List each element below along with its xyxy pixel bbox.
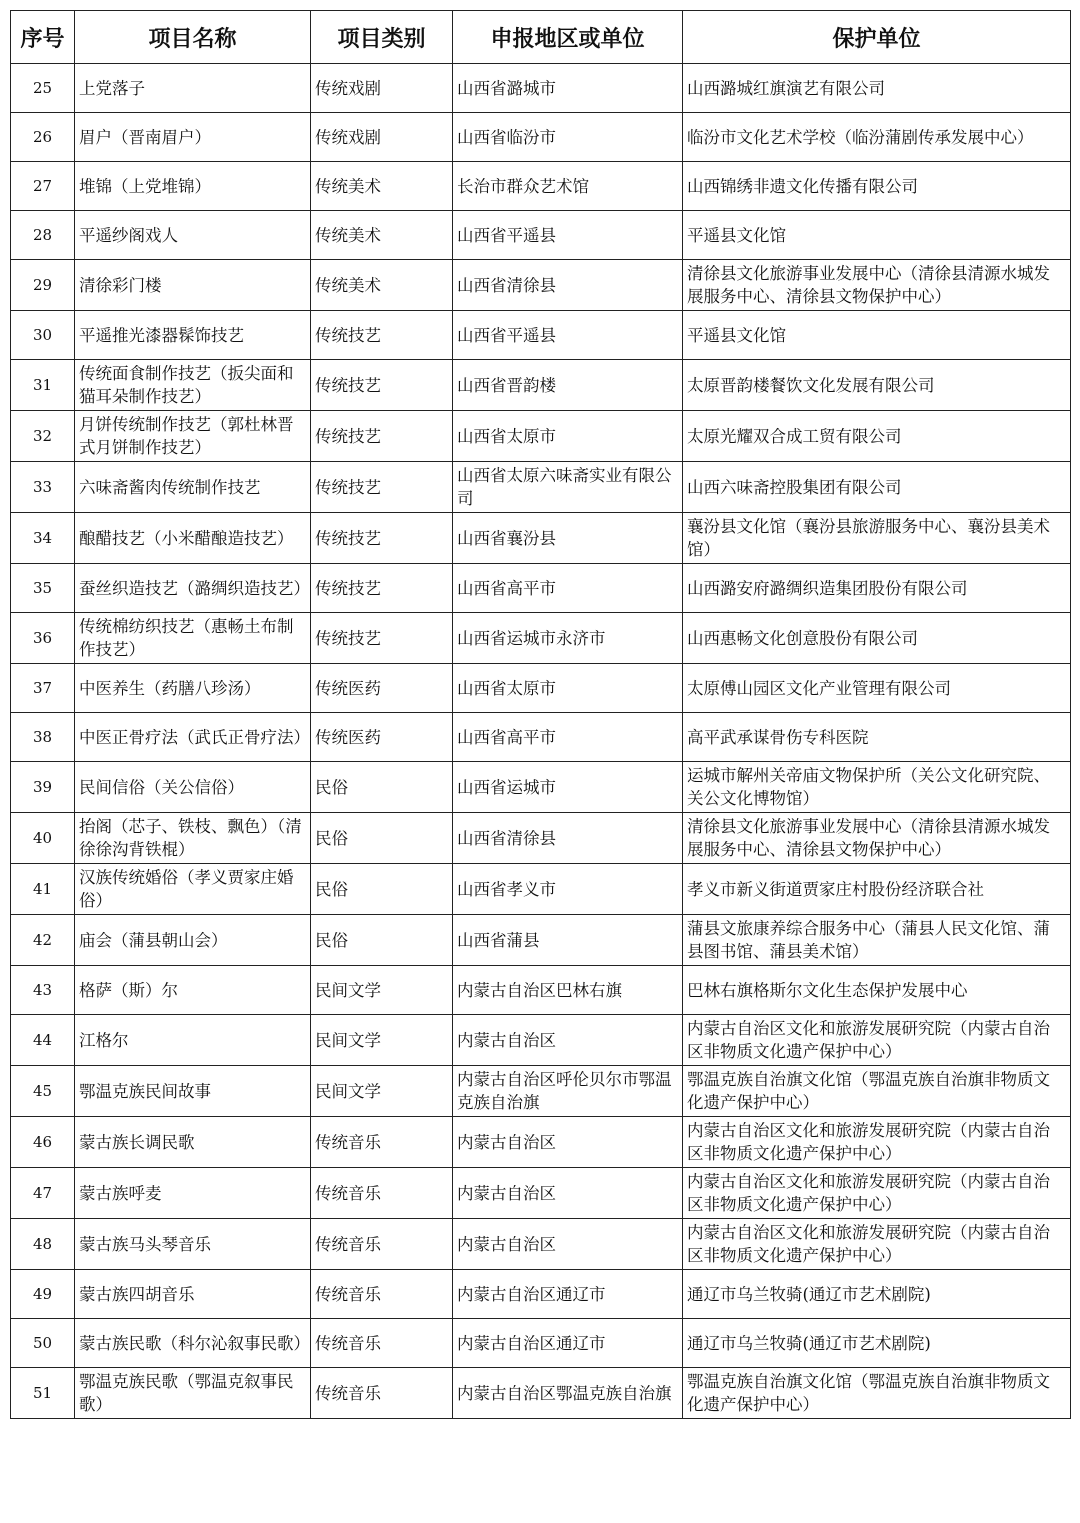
cell-protection-unit: 内蒙古自治区文化和旅游发展研究院（内蒙古自治区非物质文化遗产保护中心） [683, 1168, 1071, 1219]
table-row [11, 64, 1071, 113]
cell-project-category: 传统技艺 [311, 613, 453, 664]
cell-project-name: 堆锦（上党堆锦） [75, 162, 311, 211]
cell-project-category: 传统音乐 [311, 1368, 453, 1419]
cell-applicant-region: 山西省清徐县 [453, 260, 683, 311]
cell-serial-number: 46 [11, 1117, 75, 1168]
cell-project-category: 传统医药 [311, 713, 453, 762]
cell-project-name: 平遥纱阁戏人 [75, 211, 311, 260]
cell-serial-number: 30 [11, 311, 75, 360]
cell-project-category: 传统医药 [311, 664, 453, 713]
header-project-category: 项目类别 [311, 11, 453, 64]
cell-serial-number: 49 [11, 1270, 75, 1319]
cell-applicant-region: 山西省高平市 [453, 713, 683, 762]
table-row [11, 915, 1071, 966]
table-row [11, 113, 1071, 162]
table-header [11, 11, 1071, 64]
cell-project-category: 传统戏剧 [311, 113, 453, 162]
cell-project-name: 庙会（蒲县朝山会） [75, 915, 311, 966]
cell-serial-number: 32 [11, 411, 75, 462]
cell-serial-number: 35 [11, 564, 75, 613]
cell-serial-number: 28 [11, 211, 75, 260]
cell-protection-unit: 太原光耀双合成工贸有限公司 [683, 411, 1071, 462]
cell-project-name: 蒙古族四胡音乐 [75, 1270, 311, 1319]
header-protection-unit: 保护单位 [683, 11, 1071, 64]
table-row [11, 162, 1071, 211]
cell-serial-number: 45 [11, 1066, 75, 1117]
cell-project-name: 鄂温克族民间故事 [75, 1066, 311, 1117]
cell-applicant-region: 山西省太原市 [453, 411, 683, 462]
cell-project-category: 民俗 [311, 915, 453, 966]
cell-project-category: 传统美术 [311, 162, 453, 211]
cell-applicant-region: 山西省平遥县 [453, 211, 683, 260]
table-row [11, 564, 1071, 613]
header-applicant-region: 申报地区或单位 [453, 11, 683, 64]
cell-project-name: 中医正骨疗法（武氏正骨疗法） [75, 713, 311, 762]
cell-protection-unit: 太原傅山园区文化产业管理有限公司 [683, 664, 1071, 713]
cell-serial-number: 29 [11, 260, 75, 311]
cell-serial-number: 38 [11, 713, 75, 762]
table-row [11, 513, 1071, 564]
header-row [11, 11, 1071, 64]
cell-applicant-region: 内蒙古自治区 [453, 1219, 683, 1270]
table-row [11, 1270, 1071, 1319]
cell-applicant-region: 山西省晋韵楼 [453, 360, 683, 411]
cell-protection-unit: 通辽市乌兰牧骑(通辽市艺术剧院) [683, 1319, 1071, 1368]
cell-protection-unit: 孝义市新义街道贾家庄村股份经济联合社 [683, 864, 1071, 915]
cell-applicant-region: 山西省临汾市 [453, 113, 683, 162]
cell-project-category: 传统技艺 [311, 462, 453, 513]
cell-protection-unit: 平遥县文化馆 [683, 311, 1071, 360]
cell-project-name: 江格尔 [75, 1015, 311, 1066]
cell-protection-unit: 清徐县文化旅游事业发展中心（清徐县清源水城发展服务中心、清徐县文物保护中心） [683, 260, 1071, 311]
cell-serial-number: 40 [11, 813, 75, 864]
cell-project-name: 蒙古族马头琴音乐 [75, 1219, 311, 1270]
cell-applicant-region: 内蒙古自治区通辽市 [453, 1319, 683, 1368]
cell-applicant-region: 山西省运城市永济市 [453, 613, 683, 664]
cell-protection-unit: 内蒙古自治区文化和旅游发展研究院（内蒙古自治区非物质文化遗产保护中心） [683, 1219, 1071, 1270]
table-row [11, 864, 1071, 915]
cell-protection-unit: 平遥县文化馆 [683, 211, 1071, 260]
cell-project-name: 六味斋酱肉传统制作技艺 [75, 462, 311, 513]
cell-project-name: 蚕丝织造技艺（潞绸织造技艺） [75, 564, 311, 613]
cell-project-name: 格萨（斯）尔 [75, 966, 311, 1015]
cell-serial-number: 36 [11, 613, 75, 664]
cell-project-name: 民间信俗（关公信俗） [75, 762, 311, 813]
cell-protection-unit: 临汾市文化艺术学校（临汾蒲剧传承发展中心） [683, 113, 1071, 162]
cell-serial-number: 42 [11, 915, 75, 966]
cell-project-name: 上党落子 [75, 64, 311, 113]
cell-protection-unit: 蒲县文旅康养综合服务中心（蒲县人民文化馆、蒲县图书馆、蒲县美术馆） [683, 915, 1071, 966]
cell-protection-unit: 内蒙古自治区文化和旅游发展研究院（内蒙古自治区非物质文化遗产保护中心） [683, 1117, 1071, 1168]
cell-serial-number: 43 [11, 966, 75, 1015]
cell-protection-unit: 山西六味斋控股集团有限公司 [683, 462, 1071, 513]
table-row [11, 664, 1071, 713]
cell-serial-number: 51 [11, 1368, 75, 1419]
cell-project-category: 民俗 [311, 762, 453, 813]
cell-project-name: 蒙古族呼麦 [75, 1168, 311, 1219]
table-row [11, 713, 1071, 762]
table-row [11, 1168, 1071, 1219]
cell-project-name: 抬阁（芯子、铁枝、飘色）（清徐徐沟背铁棍） [75, 813, 311, 864]
cell-project-category: 传统音乐 [311, 1270, 453, 1319]
cell-project-category: 民间文学 [311, 1066, 453, 1117]
cell-project-category: 民间文学 [311, 1015, 453, 1066]
table-row [11, 1219, 1071, 1270]
cell-project-name: 平遥推光漆器髹饰技艺 [75, 311, 311, 360]
cell-applicant-region: 内蒙古自治区呼伦贝尔市鄂温克族自治旗 [453, 1066, 683, 1117]
table-row [11, 1319, 1071, 1368]
cell-applicant-region: 山西省运城市 [453, 762, 683, 813]
cell-applicant-region: 山西省襄汾县 [453, 513, 683, 564]
cell-serial-number: 41 [11, 864, 75, 915]
table-row [11, 762, 1071, 813]
table-row [11, 1066, 1071, 1117]
cell-project-category: 传统音乐 [311, 1219, 453, 1270]
cell-serial-number: 50 [11, 1319, 75, 1368]
cell-serial-number: 44 [11, 1015, 75, 1066]
cell-applicant-region: 山西省太原六味斋实业有限公司 [453, 462, 683, 513]
cell-project-category: 民俗 [311, 813, 453, 864]
cell-project-category: 传统音乐 [311, 1117, 453, 1168]
cell-protection-unit: 山西潞城红旗演艺有限公司 [683, 64, 1071, 113]
cell-applicant-region: 长治市群众艺术馆 [453, 162, 683, 211]
cell-protection-unit: 鄂温克族自治旗文化馆（鄂温克族自治旗非物质文化遗产保护中心） [683, 1368, 1071, 1419]
cell-project-category: 民俗 [311, 864, 453, 915]
cell-serial-number: 33 [11, 462, 75, 513]
cell-protection-unit: 高平武承谋骨伤专科医院 [683, 713, 1071, 762]
cell-applicant-region: 山西省清徐县 [453, 813, 683, 864]
heritage-list-table-container [10, 10, 1070, 1419]
cell-serial-number: 25 [11, 64, 75, 113]
cell-project-name: 鄂温克族民歌（鄂温克叙事民歌） [75, 1368, 311, 1419]
cell-project-category: 传统技艺 [311, 311, 453, 360]
cell-protection-unit: 山西锦绣非遗文化传播有限公司 [683, 162, 1071, 211]
cell-project-category: 传统美术 [311, 211, 453, 260]
cell-project-name: 蒙古族民歌（科尔沁叙事民歌） [75, 1319, 311, 1368]
cell-project-category: 民间文学 [311, 966, 453, 1015]
cell-serial-number: 27 [11, 162, 75, 211]
cell-applicant-region: 内蒙古自治区鄂温克族自治旗 [453, 1368, 683, 1419]
cell-project-name: 眉户（晋南眉户） [75, 113, 311, 162]
cell-project-category: 传统音乐 [311, 1168, 453, 1219]
cell-applicant-region: 内蒙古自治区 [453, 1015, 683, 1066]
cell-project-category: 传统技艺 [311, 513, 453, 564]
cell-applicant-region: 内蒙古自治区巴林右旗 [453, 966, 683, 1015]
cell-serial-number: 39 [11, 762, 75, 813]
cell-project-name: 汉族传统婚俗（孝义贾家庄婚俗） [75, 864, 311, 915]
cell-applicant-region: 山西省高平市 [453, 564, 683, 613]
cell-applicant-region: 山西省潞城市 [453, 64, 683, 113]
cell-applicant-region: 山西省太原市 [453, 664, 683, 713]
table-row [11, 1117, 1071, 1168]
cell-project-name: 月饼传统制作技艺（郭杜林晋式月饼制作技艺） [75, 411, 311, 462]
cell-applicant-region: 内蒙古自治区 [453, 1168, 683, 1219]
cell-protection-unit: 巴林右旗格斯尔文化生态保护发展中心 [683, 966, 1071, 1015]
cell-protection-unit: 通辽市乌兰牧骑(通辽市艺术剧院) [683, 1270, 1071, 1319]
cell-project-category: 传统技艺 [311, 411, 453, 462]
cell-serial-number: 31 [11, 360, 75, 411]
table-row [11, 311, 1071, 360]
header-serial-number: 序号 [11, 11, 75, 64]
table-row [11, 1368, 1071, 1419]
cell-applicant-region: 山西省平遥县 [453, 311, 683, 360]
cell-serial-number: 34 [11, 513, 75, 564]
table-row [11, 260, 1071, 311]
cell-project-category: 传统戏剧 [311, 64, 453, 113]
cell-protection-unit: 山西潞安府潞绸织造集团股份有限公司 [683, 564, 1071, 613]
cell-protection-unit: 襄汾县文化馆（襄汾县旅游服务中心、襄汾县美术馆） [683, 513, 1071, 564]
cell-project-name: 传统棉纺织技艺（惠畅土布制作技艺） [75, 613, 311, 664]
heritage-list-table [10, 10, 1071, 1419]
cell-protection-unit: 鄂温克族自治旗文化馆（鄂温克族自治旗非物质文化遗产保护中心） [683, 1066, 1071, 1117]
cell-protection-unit: 运城市解州关帝庙文物保护所（关公文化研究院、关公文化博物馆） [683, 762, 1071, 813]
cell-applicant-region: 内蒙古自治区 [453, 1117, 683, 1168]
table-body [11, 64, 1071, 1419]
cell-project-category: 传统美术 [311, 260, 453, 311]
cell-serial-number: 47 [11, 1168, 75, 1219]
cell-applicant-region: 山西省蒲县 [453, 915, 683, 966]
table-row [11, 360, 1071, 411]
cell-serial-number: 26 [11, 113, 75, 162]
cell-project-category: 传统音乐 [311, 1319, 453, 1368]
table-row [11, 813, 1071, 864]
cell-project-name: 清徐彩门楼 [75, 260, 311, 311]
cell-serial-number: 48 [11, 1219, 75, 1270]
cell-serial-number: 37 [11, 664, 75, 713]
cell-project-name: 蒙古族长调民歌 [75, 1117, 311, 1168]
table-row [11, 211, 1071, 260]
cell-project-name: 酿醋技艺（小米醋酿造技艺） [75, 513, 311, 564]
cell-project-name: 传统面食制作技艺（扳尖面和猫耳朵制作技艺） [75, 360, 311, 411]
cell-protection-unit: 内蒙古自治区文化和旅游发展研究院（内蒙古自治区非物质文化遗产保护中心） [683, 1015, 1071, 1066]
table-row [11, 1015, 1071, 1066]
cell-project-category: 传统技艺 [311, 564, 453, 613]
table-row [11, 613, 1071, 664]
cell-applicant-region: 山西省孝义市 [453, 864, 683, 915]
cell-protection-unit: 太原晋韵楼餐饮文化发展有限公司 [683, 360, 1071, 411]
table-row [11, 462, 1071, 513]
cell-protection-unit: 山西惠畅文化创意股份有限公司 [683, 613, 1071, 664]
cell-protection-unit: 清徐县文化旅游事业发展中心（清徐县清源水城发展服务中心、清徐县文物保护中心） [683, 813, 1071, 864]
cell-project-name: 中医养生（药膳八珍汤） [75, 664, 311, 713]
header-project-name: 项目名称 [75, 11, 311, 64]
table-row [11, 411, 1071, 462]
cell-project-category: 传统技艺 [311, 360, 453, 411]
cell-applicant-region: 内蒙古自治区通辽市 [453, 1270, 683, 1319]
table-row [11, 966, 1071, 1015]
